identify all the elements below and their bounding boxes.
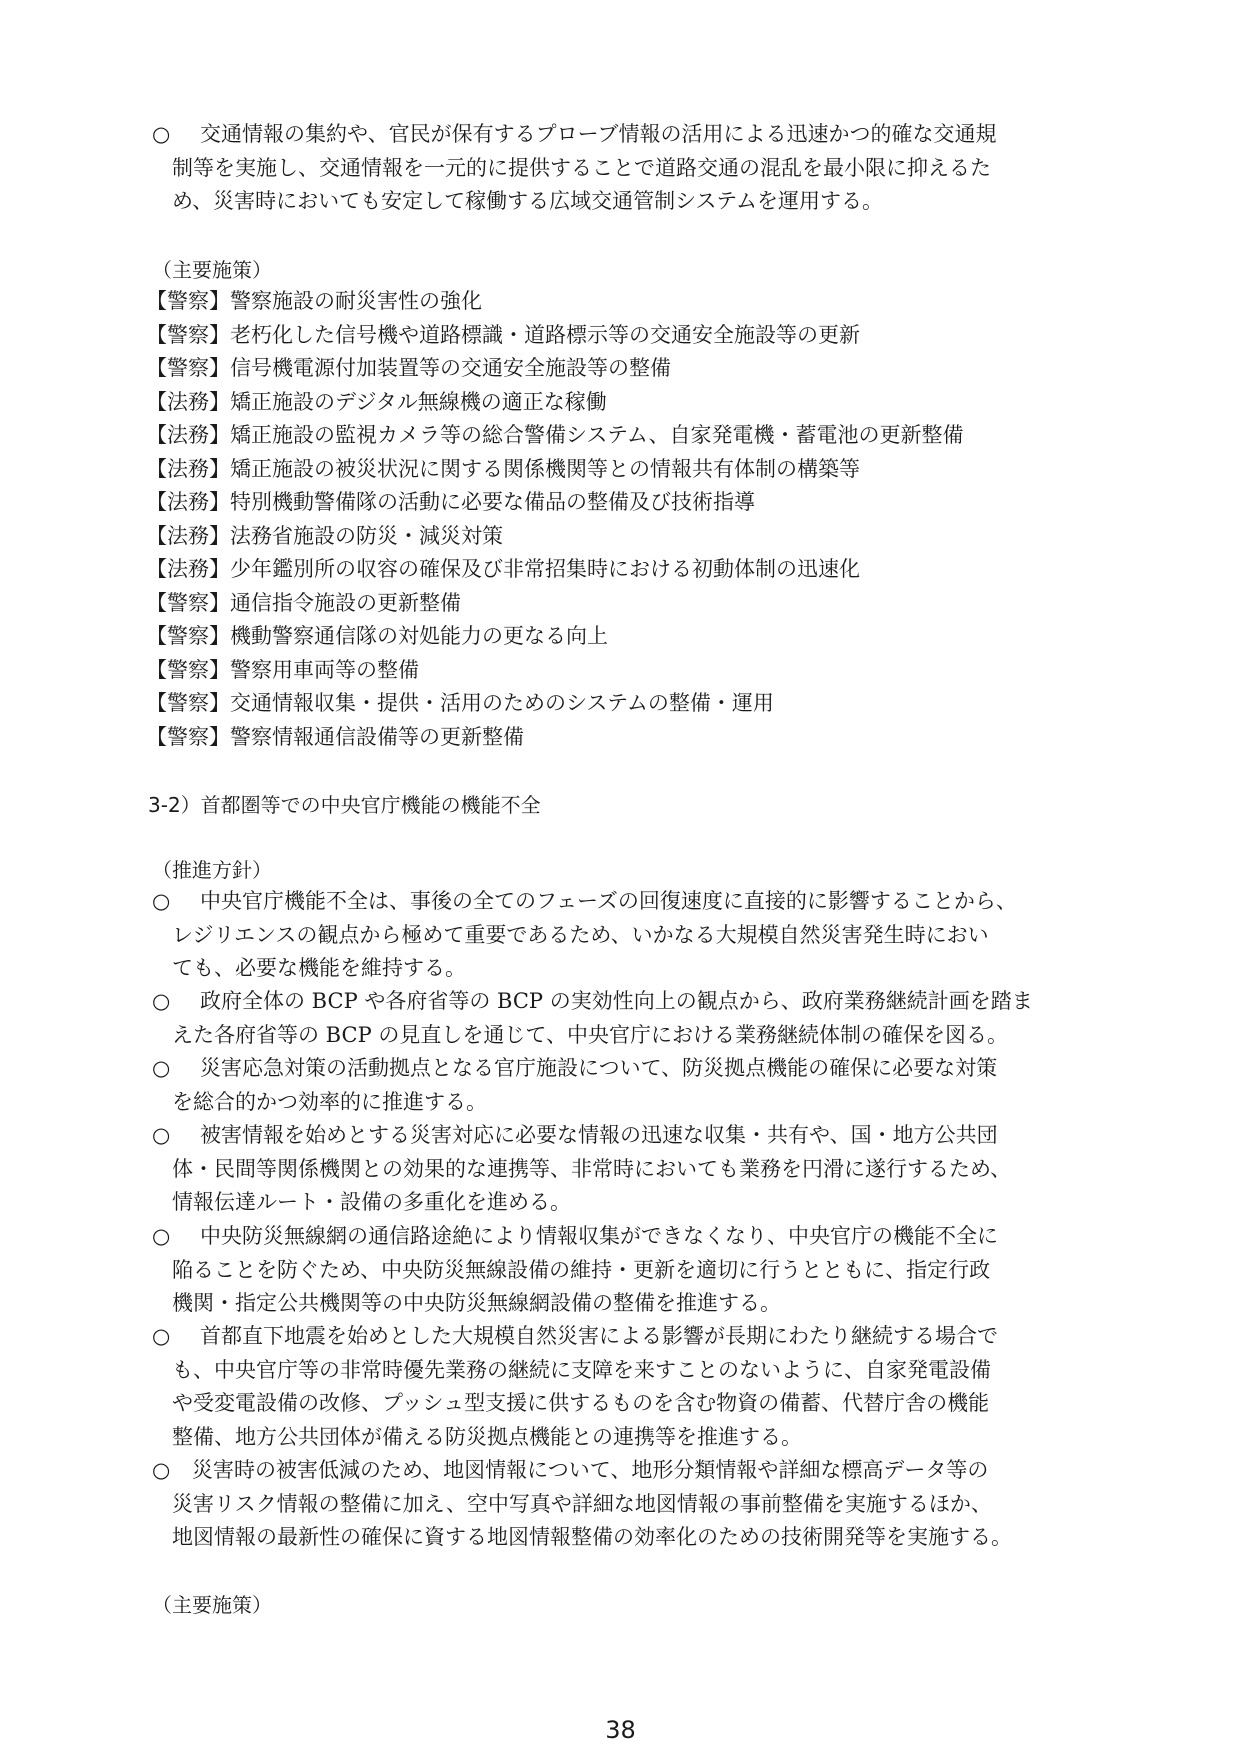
measure-item: 【警察】老朽化した信号機や道路標識・道路標示等の交通安全施設等の更新 — [146, 322, 860, 347]
paragraph-line: 体・民間等関係機関との効果的な連携等、非常時においても業務を円滑に遂行するため、 — [172, 1156, 1012, 1181]
main-measures-list — [146, 285, 1106, 754]
paragraph-line: ○ 政府全体の BCP や各府省等の BCP の実効性向上の観点から、政府業務継続計画を踏ま — [152, 985, 1102, 1019]
paragraph-line: 災害リスク情報の整備に加え、空中写真や詳細な地図情報の事前整備を実施するほか、 — [172, 1491, 992, 1516]
paragraph-line: ても、必要な機能を維持する。 — [172, 956, 466, 980]
policy-heading: （推進方針） — [152, 858, 272, 882]
paragraph-line: 地図情報の最新性の確保に資する地図情報整備の効率化のための技術開発等を実施する。 — [172, 1525, 1012, 1549]
policy-paragraph — [152, 1320, 1102, 1454]
policy-paragraph — [152, 985, 1102, 1052]
section-title: 3-2）首都圏等での中央官庁機能の機能不全 — [148, 793, 541, 817]
paragraph-line: 情報伝達ルート・設備の多重化を進める。 — [172, 1190, 571, 1214]
paragraph-line: えた各府省等の BCP の見直しを通じて、中央官庁における業務継続体制の確保を図る。 — [172, 1022, 1008, 1047]
measure-item: 【警察】通信指令施設の更新整備 — [146, 590, 461, 615]
paragraph-line: ○ 災害時の被害低減のため、地図情報について、地形分類情報や詳細な標高データ等の — [152, 1454, 1102, 1488]
paragraph-line: ○ 首都直下地震を始めとした大規模自然災害による影響が長期にわたり継続する場合で — [152, 1320, 1102, 1354]
measure-item: 【警察】機動警察通信隊の対処能力の更なる向上 — [146, 624, 608, 648]
paragraph-line: 整備、地方公共団体が備える防災拠点機能との連携等を推進する。 — [172, 1424, 802, 1449]
measure-item: 【警察】警察情報通信設備等の更新整備 — [146, 724, 524, 749]
paragraph-line: を総合的かつ効率的に推進する。 — [172, 1089, 487, 1114]
paragraph-line: め、災害時においても安定して稼働する広域交通管制システムを運用する。 — [172, 189, 884, 213]
paragraph-line: や受変電設備の改修、プッシュ型支援に供するものを含む物資の備蓄、代替庁舎の機能 — [172, 1391, 990, 1415]
measure-item: 【法務】矯正施設の被災状況に関する関係機関等との情報共有体制の構築等 — [146, 456, 860, 481]
paragraph-line: 機関・指定公共機関等の中央防災無線網設備の整備を推進する。 — [172, 1291, 781, 1315]
paragraph-line: ○ 中央官庁機能不全は、事後の全てのフェーズの回復速度に直接的に影響することから、 — [152, 885, 1102, 919]
bullet-circle: ○ — [152, 1458, 171, 1482]
intro-paragraph — [152, 118, 1102, 219]
bullet-circle: ○ — [152, 1056, 171, 1080]
paragraph-line: 陥ることを防ぐため、中央防災無線設備の維持・更新を適切に行うとともに、指定行政 — [172, 1257, 991, 1282]
bullet-circle: ○ — [152, 1324, 171, 1348]
main-measures-heading: （主要施策） — [152, 258, 272, 282]
paragraph-line: ○ 災害応急対策の活動拠点となる官庁施設について、防災拠点機能の確保に必要な対策 — [152, 1052, 1102, 1086]
measure-item: 【法務】法務省施設の防災・減災対策 — [146, 523, 503, 548]
bullet-circle: ○ — [152, 1224, 171, 1248]
measure-item: 【法務】矯正施設のデジタル無線機の適正な稼働 — [146, 389, 607, 414]
measure-item: 【法務】少年鑑別所の収容の確保及び非常招集時における初動体制の迅速化 — [146, 557, 860, 581]
measure-item: 【警察】警察施設の耐災害性の強化 — [146, 289, 482, 313]
paragraph-line: ○ 交通情報の集約や、官民が保有するプローブ情報の活用による迅速かつ的確な交通規 — [152, 118, 1102, 152]
policy-paragraph — [152, 1052, 1102, 1119]
measure-item: 【警察】信号機電源付加装置等の交通安全施設等の整備 — [146, 356, 671, 380]
policy-paragraph — [152, 885, 1102, 986]
policy-paragraph — [152, 1220, 1102, 1321]
bullet-circle: ○ — [152, 889, 171, 913]
bullet-circle: ○ — [152, 1123, 171, 1147]
bullet-circle: ○ — [152, 989, 171, 1013]
paragraph-line: も、中央官庁等の非常時優先業務の継続に支障を来すことのないように、自家発電設備 — [172, 1357, 991, 1382]
policy-paragraph — [152, 1119, 1102, 1220]
measure-item: 【警察】警察用車両等の整備 — [146, 657, 419, 682]
paragraph-line: ○ 被害情報を始めとする災害対応に必要な情報の迅速な収集・共有や、国・地方公共団 — [152, 1119, 1102, 1153]
paragraph-line: レジリエンスの観点から極めて重要であるため、いかなる大規模自然災害発生時におい — [172, 922, 989, 947]
measure-item: 【法務】矯正施設の監視カメラ等の総合警備システム、自家発電機・蓄電池の更新整備 — [146, 423, 964, 447]
measure-item: 【法務】特別機動警備隊の活動に必要な備品の整備及び技術指導 — [146, 490, 755, 514]
bullet-circle: ○ — [152, 122, 171, 146]
measure-item: 【警察】交通情報収集・提供・活用のためのシステムの整備・運用 — [146, 691, 774, 715]
policy-paragraph — [152, 1454, 1102, 1555]
page-number: 38 — [605, 1716, 636, 1744]
paragraph-line: ○ 中央防災無線網の通信路途絶により情報収集ができなくなり、中央官庁の機能不全に — [152, 1220, 1102, 1254]
paragraph-line: 制等を実施し、交通情報を一元的に提供することで道路交通の混乱を最小限に抑えるた — [172, 155, 991, 180]
main-measures-heading: （主要施策） — [152, 1593, 272, 1617]
